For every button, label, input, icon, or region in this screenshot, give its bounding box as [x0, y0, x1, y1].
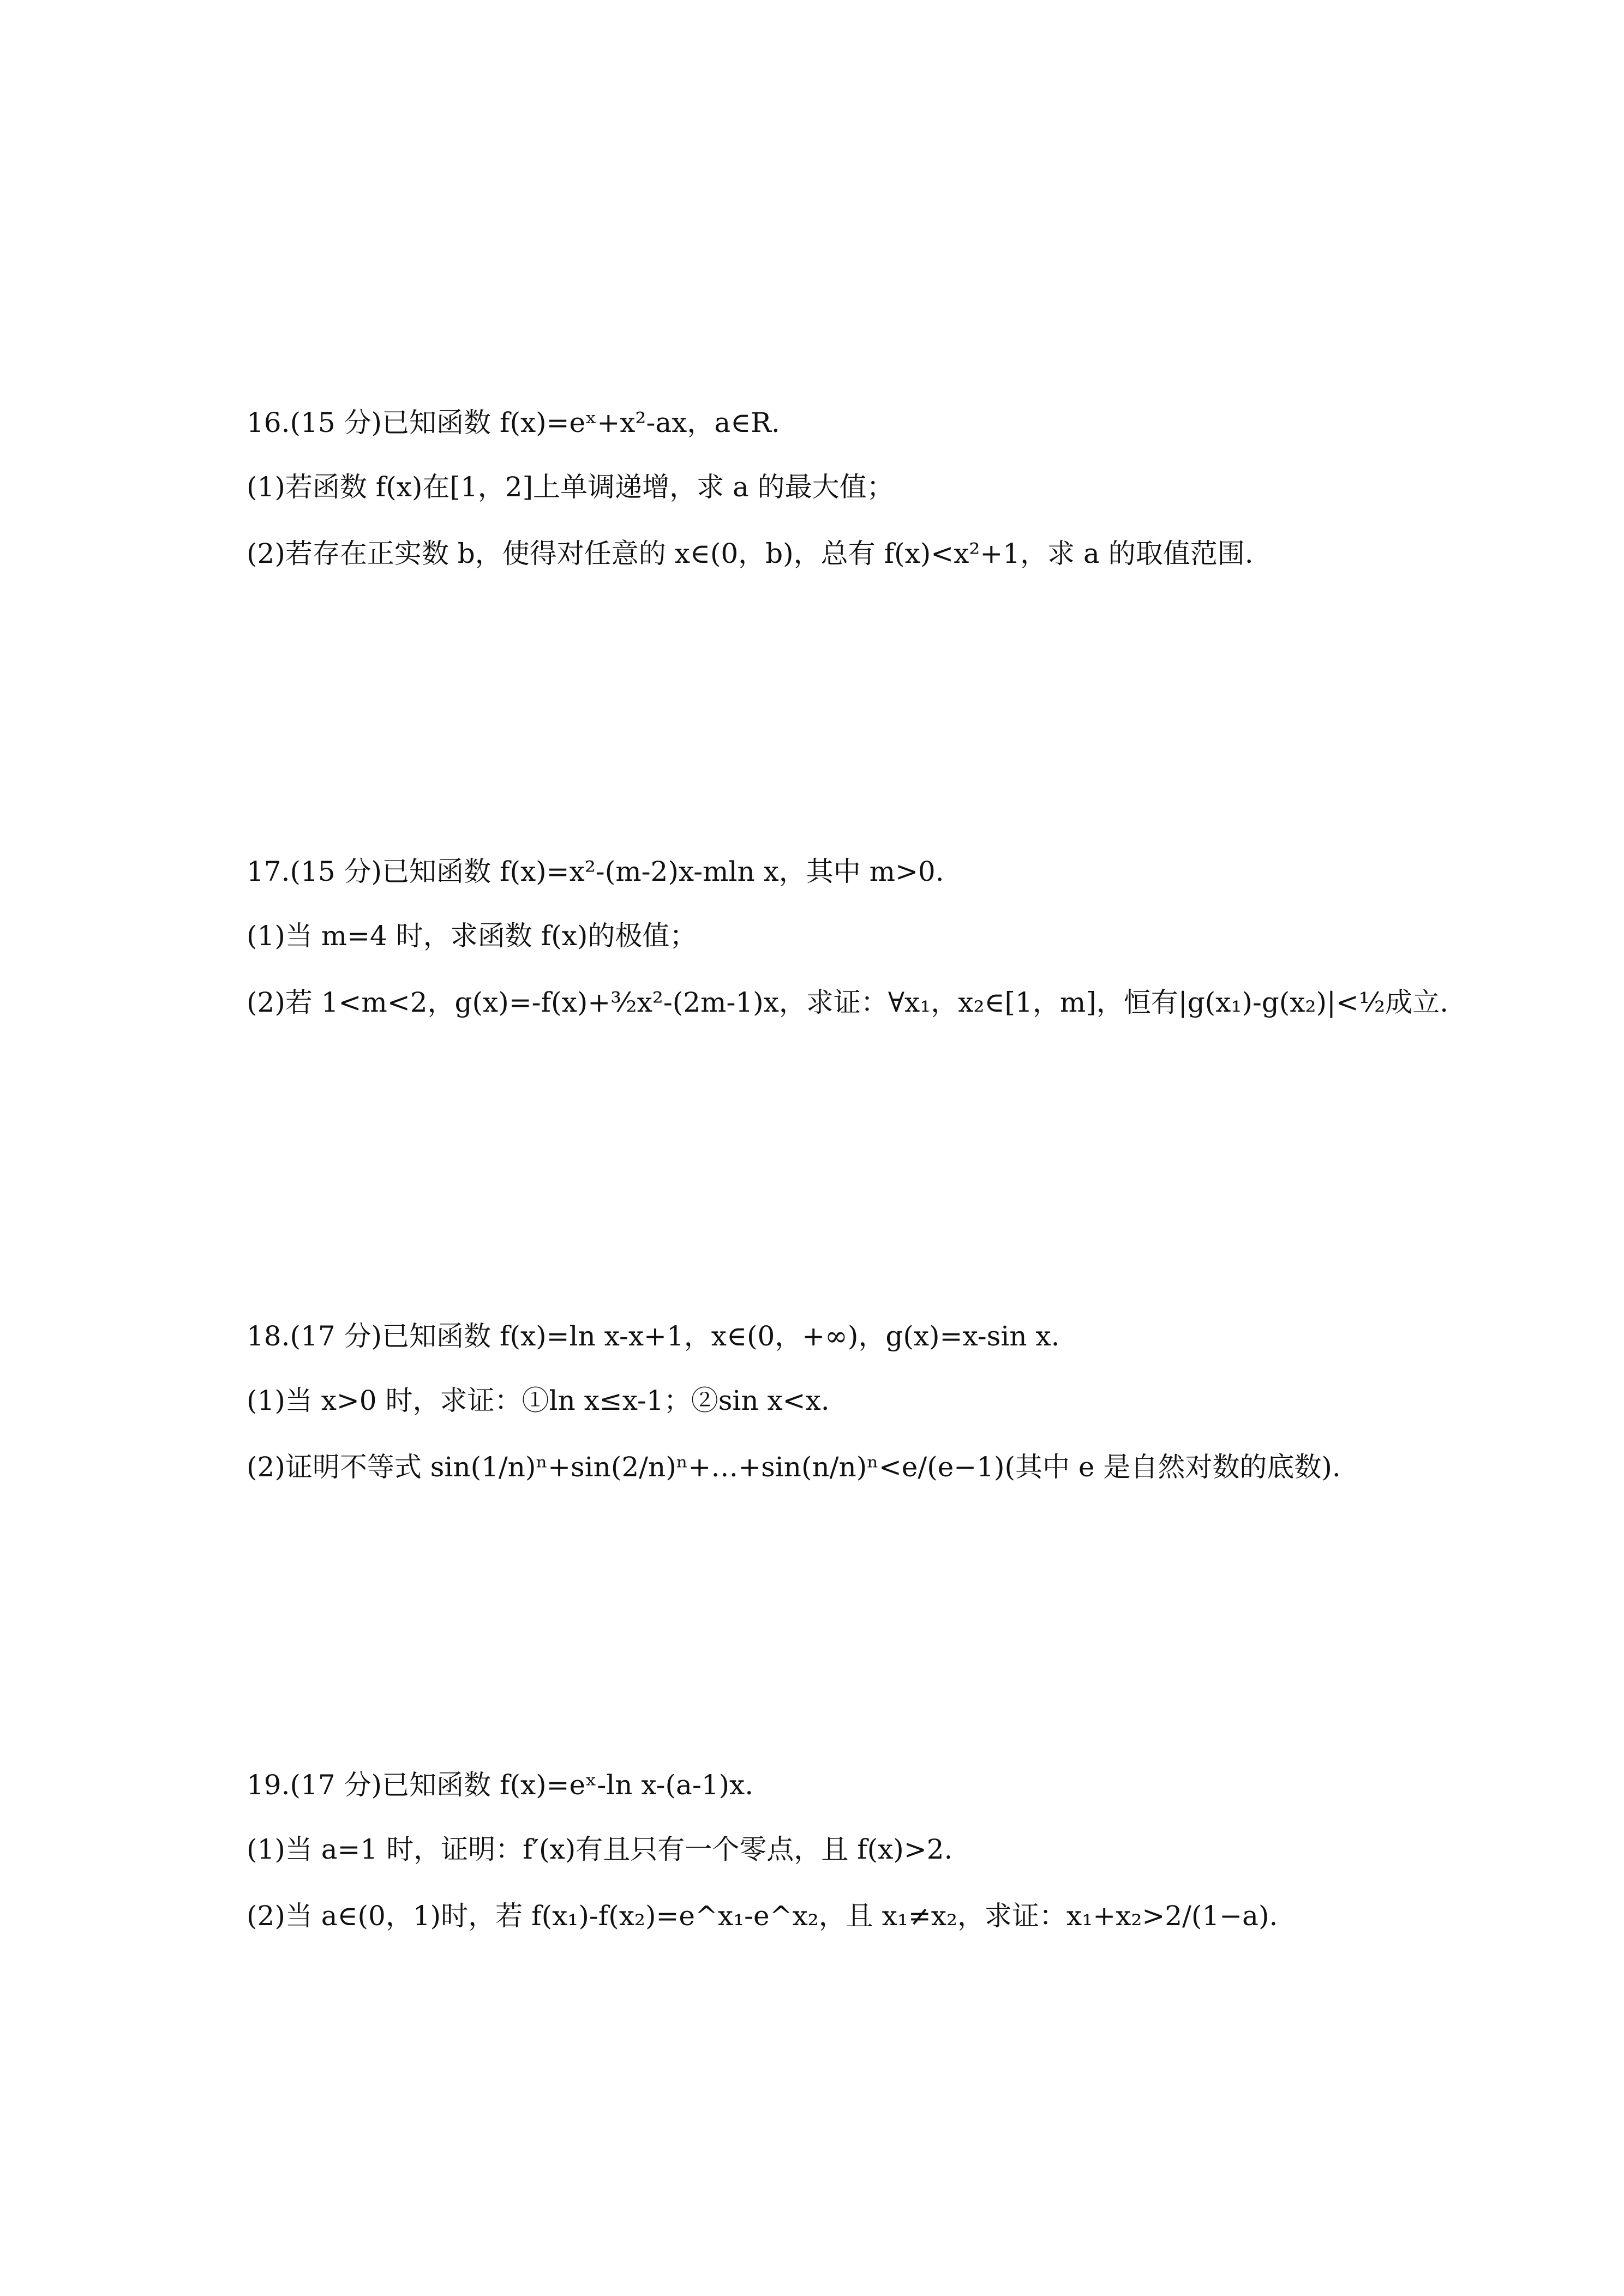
- problem-16-part-1: (1)若函数 f(x)在[1，2]上单调递增，求 a 的最大值；: [247, 471, 894, 503]
- problem-19-stem: 19.(17 分)已知函数 f(x)=eˣ-ln x-(a-1)x.: [247, 1769, 754, 1801]
- problem-19-part-2: (2)当 a∈(0，1)时，若 f(x₁)-f(x₂)=e^x₁-e^x₂，且 x₁≠x₂，求证：x₁+x₂>2/(1−a).: [247, 1900, 1278, 1932]
- problem-17-part-1: (1)当 m=4 时，求函数 f(x)的极值；: [247, 920, 697, 952]
- problem-18-stem: 18.(17 分)已知函数 f(x)=ln x-x+1，x∈(0，+∞)，g(x)=x-sin x.: [247, 1320, 1060, 1352]
- problem-17-part-2: (2)若 1<m<2，g(x)=-f(x)+³⁄₂x²-(2m-1)x，求证：∀x₁，x₂∈[1，m]，恒有|g(x₁)-g(x₂)|<½成立.: [247, 987, 1449, 1018]
- problem-16-stem: 16.(15 分)已知函数 f(x)=eˣ+x²-ax，a∈R.: [247, 407, 780, 438]
- problem-18-part-1: (1)当 x>0 时，求证：①ln x≤x-1；②sin x<x.: [247, 1385, 830, 1416]
- problem-18-part-2: (2)证明不等式 sin(1/n)ⁿ+sin(2/n)ⁿ+…+sin(n/n)ⁿ<e/(e−1)(其中 e 是自然对数的底数).: [247, 1451, 1341, 1483]
- problem-19-part-1: (1)当 a=1 时，证明：f′(x)有且只有一个零点，且 f(x)>2.: [247, 1834, 953, 1865]
- problem-16-part-2: (2)若存在正实数 b，使得对任意的 x∈(0，b)，总有 f(x)<x²+1，求 a 的取值范围.: [247, 538, 1254, 569]
- problem-17-stem: 17.(15 分)已知函数 f(x)=x²-(m-2)x-mln x，其中 m>0.: [247, 856, 944, 887]
